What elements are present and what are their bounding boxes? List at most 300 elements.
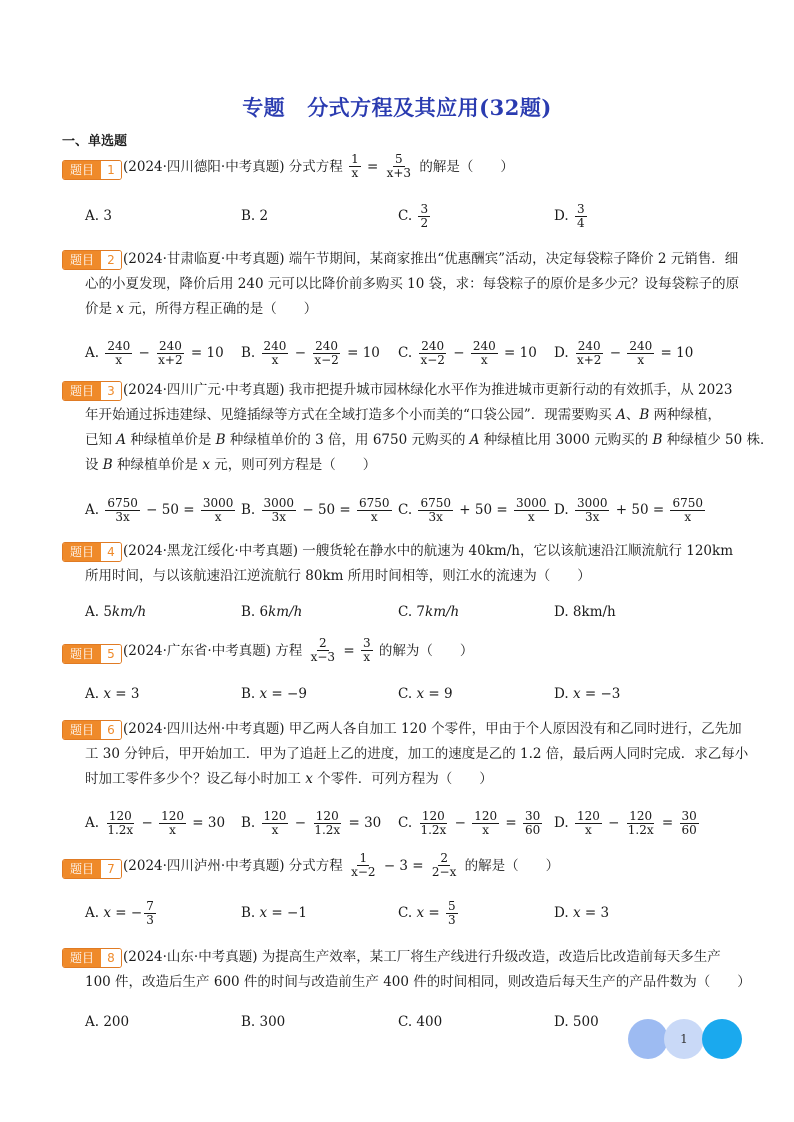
text-segment: (2024·黑龙江绥化·中考真题) 一艘货轮在静水中的航速为 40km/h，它以该航速沿江顺流航行 120km [123,543,733,559]
fraction-denominator: 1.2x [314,822,341,837]
math-variable: km/h [111,604,147,620]
text-segment: (2024·四川泸州·中考真题) 分式方程 [123,857,348,874]
fraction-denominator: x+3 [386,166,412,180]
text-segment: = [362,158,383,175]
fraction-denominator: x [115,352,123,367]
option-a[interactable] [85,199,112,233]
fraction-numerator: 30 [525,808,541,823]
option-a[interactable] [85,336,224,370]
math-variable: A [616,407,626,423]
option-d[interactable] [554,677,620,711]
fraction-denominator: x−3 [310,650,336,664]
fraction-denominator: 3x [428,509,443,524]
title-prefix: 专题 [242,95,286,120]
question-text-line [123,542,733,560]
text-segment: = [657,815,678,831]
fraction-denominator: 1.2x [107,822,134,837]
text-segment: = [501,815,522,831]
fraction [430,852,458,879]
option-d[interactable] [554,336,693,370]
text-segment: D. [554,815,573,831]
fraction [523,810,542,837]
text-segment: (2024·甘肃临夏·中考真题) 端午节期间，某商家推出“优惠酬宾”活动，决定每袋粽子降价 2 元销售．细 [123,251,739,267]
fraction-numerator: 5 [447,898,456,913]
option-a[interactable] [85,595,146,629]
fraction-denominator: 1.2x [627,822,654,837]
options-row [85,806,745,840]
text-segment: C. [398,345,417,361]
fraction-numerator: 120 [108,808,132,823]
title-main: 分式方程及其应用(32题) [307,95,552,120]
math-variable: B [215,432,226,448]
text-segment: B. [241,345,260,361]
text-segment: A. 3 [85,208,112,224]
question-text-line [123,720,742,738]
option-b[interactable] [241,806,381,840]
page-title [0,92,794,122]
fraction-numerator: 120 [263,808,287,823]
options-row [85,595,745,629]
math-variable: x [116,301,124,317]
question-number: 8 [101,949,121,967]
question-text-line [85,300,317,318]
question-text-line [85,431,774,449]
option-b[interactable] [241,199,268,233]
fraction-denominator: x [370,509,378,524]
math-variable: B [102,457,113,473]
question-text-line [85,973,751,991]
fraction-numerator: 6750 [420,495,451,510]
option-c[interactable] [398,896,460,930]
fraction [159,810,186,837]
text-segment: A. [85,905,104,921]
text-segment: = 10 [499,345,537,361]
option-b[interactable] [241,896,307,930]
text-segment: 所用时间，与以该航速沿江逆流航行 80km 所用时间相等，则江水的流速为（ ） [85,568,591,584]
text-segment: − [290,345,311,361]
fraction-denominator: 3x [585,509,600,524]
fraction-denominator: x−2 [420,352,445,367]
fraction [144,900,156,927]
options-row [85,336,745,370]
fraction-numerator: 2 [318,636,327,650]
question-number: 2 [101,251,121,269]
fraction-denominator: 3x [271,509,286,524]
option-d[interactable] [554,595,616,629]
math-variable: x [103,905,111,921]
text-segment: (2024·四川广元·中考真题) 我市把提升城市园林绿化水平作为推进城市更新行动的有效抓手，从 2023 [123,382,733,398]
fraction [471,340,498,367]
text-segment: 价是 [85,301,117,317]
fraction [312,340,340,367]
text-segment: 种绿植单价的 3 倍，用 6750 元购买的 [225,432,470,448]
option-c[interactable] [398,595,459,629]
question-badge-label: 题目 [63,251,101,269]
text-segment: 的解是（ ） [415,158,514,175]
question-number: 7 [101,860,121,878]
text-segment: = 30 [344,815,382,831]
text-segment: D. [554,208,573,224]
text-segment: = [424,905,444,921]
text-segment: (2024·广东省·中考真题) 方程 [123,642,307,659]
fraction-numerator: 5 [395,152,403,166]
text-segment: A. [85,502,104,518]
fraction-denominator: x [637,352,645,367]
fraction-denominator: 3x [115,509,130,524]
text-segment: 年开始通过拆违建绿、见缝插绿等方式在全域打造多个小而美的“口袋公园”．现需要购买 [85,407,617,423]
math-variable: x [259,905,268,921]
question-badge [62,644,122,664]
options-row [85,677,745,711]
question-text-line [123,948,721,966]
option-b[interactable] [241,336,380,370]
text-segment: = 10 [342,345,380,361]
fraction [418,497,453,524]
option-d[interactable] [554,199,589,233]
option-c[interactable] [398,1005,442,1039]
fraction-numerator: 6750 [672,495,703,510]
text-segment: = 10 [186,345,224,361]
options-row [85,896,745,930]
text-segment: C. [398,502,417,518]
fraction-numerator: 1 [351,152,359,166]
text-segment: − 50 = [298,502,356,518]
text-segment: = 3 [580,905,610,921]
question-text-line [123,153,514,180]
fraction-denominator: x [271,352,279,367]
fraction-numerator: 7 [146,898,154,913]
question-text-line [123,852,559,879]
text-segment: (2024·山东·中考真题) 为提高生产效率，某工厂将生产线进行升级改造，改造后比改造前每天多生产 [123,949,721,965]
option-a[interactable] [85,493,237,527]
option-b[interactable] [241,1005,285,1039]
option-a[interactable] [85,1005,129,1039]
fraction-numerator: 240 [263,338,287,353]
text-segment: C. [398,815,417,831]
fraction-denominator: x [480,352,488,367]
question-badge-label: 题目 [63,949,101,967]
question-badge [62,948,122,968]
fraction-numerator: 3000 [515,495,547,510]
text-segment: B. 2 [241,208,269,224]
math-variable: A [469,432,480,448]
fraction [357,497,392,524]
fraction-numerator: 3 [576,201,585,216]
text-segment: − 50 = [141,502,199,518]
text-segment: = [339,642,359,659]
option-b[interactable] [241,493,394,527]
fraction-denominator: x [482,822,490,837]
text-segment: C. [398,686,417,702]
fraction-denominator: x−2 [314,352,339,367]
option-c[interactable] [398,493,551,527]
question-text-line [85,275,739,293]
text-segment: 时加工零件多少个？设乙每小时加工 [85,771,306,787]
question-badge [62,250,122,270]
question-number: 5 [101,645,121,663]
text-segment: A. [85,815,104,831]
fraction-denominator: x+2 [158,352,183,367]
text-segment: B. [241,686,260,702]
question-badge-label: 题目 [63,161,101,179]
question-badge-label: 题目 [63,645,101,663]
text-segment: = 30 [188,815,226,831]
option-d[interactable] [554,896,609,930]
fraction [680,810,699,837]
text-segment: 元，则可列方程是（ ） [209,457,377,473]
option-c[interactable] [398,336,537,370]
option-a[interactable] [85,677,139,711]
text-segment: (2024·四川达州·中考真题) 甲乙两人各自加工 120 个零件，甲由于个人原因没有和乙同时进行，乙先加 [123,721,742,737]
fraction-numerator: 240 [421,338,445,353]
question-badge [62,542,122,562]
text-segment: = −1 [267,905,307,921]
fraction-numerator: 6750 [359,495,390,510]
fraction-denominator: x+2 [576,352,602,367]
question-badge-label: 题目 [63,382,101,400]
fraction-numerator: 1 [359,851,368,865]
text-segment: − [137,815,158,831]
math-variable: x [259,686,268,702]
fraction [105,340,132,367]
text-segment: 元，所得方程正确的是（ ） [123,301,318,317]
text-segment: 设 [85,457,103,473]
option-d[interactable] [554,493,707,527]
math-variable: x [202,457,210,473]
option-b[interactable] [241,595,302,629]
question-text-line [85,456,376,474]
fraction [309,637,337,664]
fraction [418,203,430,230]
options-row [85,493,745,527]
fraction-denominator: x [271,822,279,837]
fraction-numerator: 120 [629,808,653,823]
fraction [418,810,448,837]
text-segment: B. [241,905,260,921]
fraction-numerator: 30 [681,808,697,823]
fraction-denominator: 2−x [431,865,457,879]
section-heading: 一、单选题 [62,134,128,149]
option-c[interactable] [398,806,544,840]
question-badge [62,160,122,180]
math-variable: x [572,686,581,702]
text-segment: C. 7 [398,604,426,620]
math-variable: x [572,905,581,921]
fraction-denominator: x [363,650,371,664]
fraction-denominator: 60 [681,822,697,837]
fraction-numerator: 2 [440,851,448,865]
text-segment: A. [85,686,104,702]
option-a[interactable] [85,806,225,840]
fraction-numerator: 3000 [202,495,234,510]
fraction-denominator: x [585,822,592,837]
fraction-denominator: x [351,166,359,180]
text-segment: 种绿植比用 3000 元购买的 [479,432,653,448]
math-variable: km/h [425,604,460,620]
text-segment: 已知 [85,432,117,448]
fraction-denominator: 3 [146,912,154,927]
fraction [156,340,184,367]
math-variable: x [305,771,313,787]
math-variable: x [416,905,425,921]
math-variable: A [116,432,127,448]
text-segment: B. 6 [241,604,269,620]
fraction [361,637,373,664]
text-segment: − [448,345,469,361]
math-variable: B [652,432,663,448]
fraction [575,810,602,837]
option-b[interactable] [241,677,307,711]
text-segment: 的解是（ ） [460,857,560,874]
fraction-denominator: 60 [525,822,541,837]
fraction-denominator: x−2 [351,865,376,879]
text-segment: 种绿植单价是 [126,432,216,448]
fraction [472,810,499,837]
option-d[interactable] [554,1005,599,1039]
question-badge-label: 题目 [63,721,101,739]
text-segment: B. [241,502,260,518]
fraction [349,852,377,879]
fraction-denominator: 4 [576,215,585,230]
fraction-numerator: 3 [362,636,371,650]
text-segment: 个零件．可列方程为（ ） [312,771,493,787]
question-badge [62,859,122,879]
fraction [575,203,587,230]
fraction-numerator: 240 [577,338,601,353]
fraction-numerator: 3000 [576,495,608,510]
text-segment: B. [241,815,260,831]
fraction-numerator: 240 [629,338,653,353]
question-text-line [123,250,738,268]
option-c[interactable] [398,677,453,711]
options-row [85,199,745,233]
text-segment: + 50 = [611,502,669,518]
text-segment: A. 200 [85,1014,130,1030]
text-segment: D. 500 [554,1014,599,1030]
fraction [575,497,610,524]
question-text-line [85,770,493,788]
text-segment: 工 30 分钟后，甲开始加工．甲为了追赶上乙的进度，加工的速度是乙的 1.2 倍，最后两人同时完成．求乙每小 [85,746,749,762]
question-badge-label: 题目 [63,543,101,561]
fraction [627,340,654,367]
question-number: 4 [101,543,121,561]
fraction-numerator: 240 [107,338,131,353]
text-segment: 、 [625,407,640,423]
math-variable: x [416,686,425,702]
page-number-badge [628,1019,746,1059]
text-segment: D. [554,502,573,518]
fraction-numerator: 240 [472,338,496,353]
fraction [349,153,361,180]
text-segment: − [290,815,311,831]
fraction-denominator: 3 [447,912,456,927]
fraction-numerator: 6750 [107,495,138,510]
text-segment: = − [110,905,143,921]
text-segment: 两种绿植， [649,407,722,423]
text-segment: (2024·四川德阳·中考真题) 分式方程 [123,158,348,175]
text-segment: A. 5 [85,604,112,620]
question-text-line [85,745,748,763]
question-badge [62,381,122,401]
question-text-line [123,381,732,399]
fraction [626,810,656,837]
text-segment: 种绿植单价是 [112,457,203,473]
question-number: 6 [101,721,121,739]
fraction-numerator: 120 [576,808,600,823]
fraction-denominator: x [214,509,222,524]
option-d[interactable] [554,806,701,840]
text-segment: C. 400 [398,1014,443,1030]
page-number: 1 [680,1032,688,1046]
math-variable: x [103,686,111,702]
text-segment: 的解为（ ） [374,642,474,659]
fraction-numerator: 120 [421,808,445,823]
option-a[interactable] [85,896,158,930]
fraction-denominator: 1.2x [420,822,447,837]
fraction-numerator: 240 [315,338,339,353]
fraction [385,153,413,180]
text-segment: D. 8km/h [554,604,616,620]
text-segment: = −9 [267,686,307,702]
math-variable: km/h [268,604,303,620]
fraction [262,340,289,367]
text-segment: D. [554,905,573,921]
text-segment: D. [554,686,573,702]
text-segment: = −3 [580,686,621,702]
text-segment: D. [554,345,573,361]
text-segment: = 10 [656,345,694,361]
text-segment: B. 300 [241,1014,286,1030]
fraction-denominator: x [527,509,535,524]
fraction-numerator: 120 [474,808,498,823]
math-variable: B [639,407,650,423]
text-segment: 心的小夏发现，降价后用 240 元可以比降价前多购买 10 袋，求：每袋粽子的原价是多少元？设每袋粽子的原 [85,276,740,292]
question-number: 3 [101,382,121,400]
option-c[interactable] [398,199,432,233]
fraction-numerator: 240 [158,338,182,353]
fraction-denominator: x [169,822,176,837]
text-segment: + 50 = [454,502,512,518]
fraction-numerator: 120 [161,808,185,823]
question-badge-label: 题目 [63,860,101,878]
fraction-numerator: 120 [315,808,339,823]
fraction [262,497,297,524]
text-segment: C. [398,208,417,224]
text-segment: − [605,345,626,361]
fraction [418,340,446,367]
fraction [514,497,549,524]
text-segment: − [603,815,624,831]
text-segment: − [450,815,471,831]
question-text-line [123,637,473,664]
text-segment: A. [85,345,104,361]
fraction-numerator: 3 [420,201,429,216]
text-segment: − [134,345,155,361]
question-number: 1 [101,161,121,179]
question-badge [62,720,122,740]
text-segment: 100 件，改造后生产 600 件的时间与改造前生产 400 件的时间相同，则改造后每天生产的产品件数为（ ） [85,974,751,990]
text-segment: 种绿植少 50 株． [662,432,774,448]
question-text-line [85,406,721,424]
page-circle-left [628,1019,668,1059]
text-segment: = 3 [110,686,140,702]
text-segment: C. [398,905,417,921]
text-segment: = 9 [424,686,453,702]
page-circle-right [702,1019,742,1059]
fraction-numerator: 3000 [263,495,295,510]
fraction-denominator: x [684,509,692,524]
question-text-line [85,567,591,585]
